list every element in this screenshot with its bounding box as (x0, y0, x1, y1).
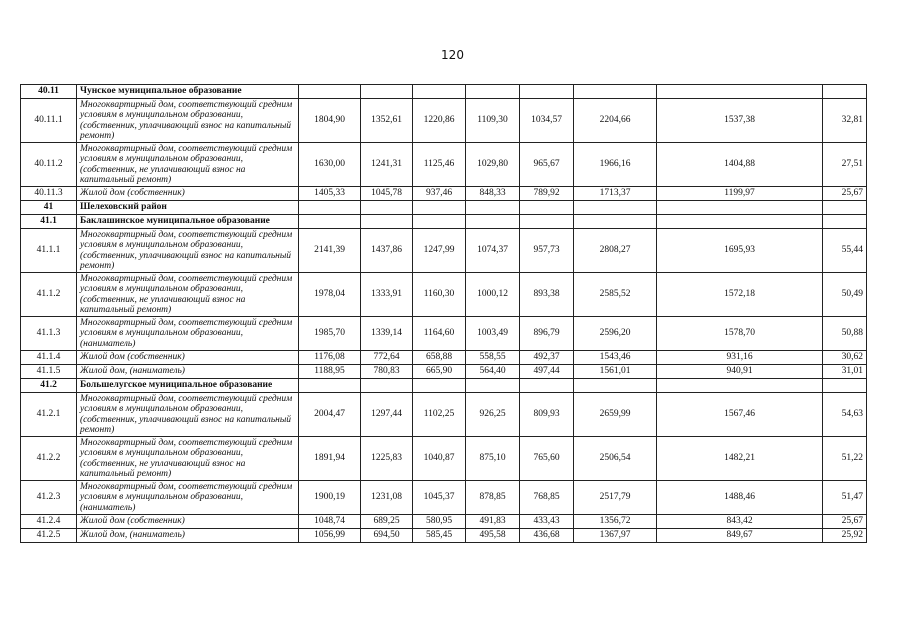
value-cell: 1045,78 (361, 187, 413, 201)
row-code: 40.11.1 (21, 99, 77, 143)
value-cell: 2659,99 (574, 393, 657, 437)
value-cell: 497,44 (520, 365, 574, 379)
empty-cell (823, 201, 867, 215)
value-cell: 896,79 (520, 317, 574, 351)
value-cell: 580,95 (413, 515, 466, 529)
value-cell: 50,49 (823, 273, 867, 317)
empty-cell (413, 85, 466, 99)
value-cell: 1074,37 (466, 229, 520, 273)
value-cell: 843,42 (657, 515, 823, 529)
row-description: Многоквартирный дом, соответствующий средним условиям в муниципальном образовании, (собственник, уплачивающий взнос на капитальный ремонт) (77, 229, 299, 273)
value-cell: 937,46 (413, 187, 466, 201)
value-cell: 1040,87 (413, 437, 466, 481)
value-cell: 564,40 (466, 365, 520, 379)
value-cell: 491,83 (466, 515, 520, 529)
value-cell: 1102,25 (413, 393, 466, 437)
value-cell: 1695,93 (657, 229, 823, 273)
value-cell: 1220,86 (413, 99, 466, 143)
value-cell: 1482,21 (657, 437, 823, 481)
table-row (21, 529, 867, 543)
value-cell: 2506,54 (574, 437, 657, 481)
value-cell: 1367,97 (574, 529, 657, 543)
value-cell: 436,68 (520, 529, 574, 543)
empty-cell (361, 215, 413, 229)
empty-cell (466, 201, 520, 215)
empty-cell (823, 379, 867, 393)
row-code: 41.1 (21, 215, 77, 229)
value-cell: 585,45 (413, 529, 466, 543)
value-cell: 1352,61 (361, 99, 413, 143)
value-cell: 809,93 (520, 393, 574, 437)
empty-cell (413, 201, 466, 215)
value-cell: 1561,01 (574, 365, 657, 379)
value-cell: 1225,83 (361, 437, 413, 481)
value-cell: 51,22 (823, 437, 867, 481)
empty-cell (657, 379, 823, 393)
row-code: 41.1.2 (21, 273, 77, 317)
empty-cell (657, 85, 823, 99)
value-cell: 689,25 (361, 515, 413, 529)
value-cell: 1537,38 (657, 99, 823, 143)
value-cell: 558,55 (466, 351, 520, 365)
value-cell: 1572,18 (657, 273, 823, 317)
value-cell: 1900,19 (299, 481, 361, 515)
empty-cell (574, 85, 657, 99)
empty-cell (299, 379, 361, 393)
empty-cell (361, 201, 413, 215)
row-code: 41.2.3 (21, 481, 77, 515)
value-cell: 1356,72 (574, 515, 657, 529)
empty-cell (657, 215, 823, 229)
value-cell: 25,67 (823, 187, 867, 201)
value-cell: 658,88 (413, 351, 466, 365)
value-cell: 1029,80 (466, 143, 520, 187)
value-cell: 1978,04 (299, 273, 361, 317)
table-row (21, 99, 867, 143)
value-cell: 893,38 (520, 273, 574, 317)
value-cell: 1231,08 (361, 481, 413, 515)
row-description: Жилой дом (собственник) (77, 187, 299, 201)
page-number: 120 (441, 48, 464, 62)
value-cell: 1125,46 (413, 143, 466, 187)
value-cell: 1437,86 (361, 229, 413, 273)
value-cell: 768,85 (520, 481, 574, 515)
value-cell: 957,73 (520, 229, 574, 273)
value-cell: 1297,44 (361, 393, 413, 437)
value-cell: 940,91 (657, 365, 823, 379)
value-cell: 694,50 (361, 529, 413, 543)
value-cell: 25,67 (823, 515, 867, 529)
section-name: Большелугское муниципальное образование (77, 379, 299, 393)
value-cell: 1339,14 (361, 317, 413, 351)
value-cell: 1630,00 (299, 143, 361, 187)
value-cell: 30,62 (823, 351, 867, 365)
value-cell: 1567,46 (657, 393, 823, 437)
value-cell: 1578,70 (657, 317, 823, 351)
value-cell: 1966,16 (574, 143, 657, 187)
value-cell: 1713,37 (574, 187, 657, 201)
table-row (21, 393, 867, 437)
value-cell: 848,33 (466, 187, 520, 201)
row-description: Многоквартирный дом, соответствующий средним условиям в муниципальном образовании, (собственник, не уплачивающий взнос на капитальный ремонт) (77, 273, 299, 317)
empty-cell (520, 201, 574, 215)
row-description: Жилой дом, (наниматель) (77, 529, 299, 543)
row-description: Многоквартирный дом, соответствующий средним условиям в муниципальном образовании, (собственник, не уплачивающий взнос на капитальный ремонт) (77, 437, 299, 481)
row-description: Многоквартирный дом, соответствующий средним условиям в муниципальном образовании, (собственник, уплачивающий взнос на капитальный ремонт) (77, 393, 299, 437)
empty-cell (520, 85, 574, 99)
value-cell: 789,92 (520, 187, 574, 201)
row-code: 41.2.2 (21, 437, 77, 481)
row-description: Многоквартирный дом, соответствующий средним условиям в муниципальном образовании, (наниматель) (77, 481, 299, 515)
value-cell: 1164,60 (413, 317, 466, 351)
value-cell: 665,90 (413, 365, 466, 379)
value-cell: 1188,95 (299, 365, 361, 379)
value-cell: 2004,47 (299, 393, 361, 437)
empty-cell (823, 85, 867, 99)
row-code: 41.2.1 (21, 393, 77, 437)
empty-cell (299, 85, 361, 99)
value-cell: 433,43 (520, 515, 574, 529)
value-cell: 1333,91 (361, 273, 413, 317)
value-cell: 54,63 (823, 393, 867, 437)
row-code: 41 (21, 201, 77, 215)
row-description: Жилой дом (собственник) (77, 351, 299, 365)
value-cell: 965,67 (520, 143, 574, 187)
table-row (21, 365, 867, 379)
value-cell: 926,25 (466, 393, 520, 437)
table-row (21, 437, 867, 481)
value-cell: 1109,30 (466, 99, 520, 143)
row-code: 40.11.2 (21, 143, 77, 187)
empty-cell (413, 379, 466, 393)
empty-cell (413, 215, 466, 229)
empty-cell (823, 215, 867, 229)
row-description: Жилой дом (собственник) (77, 515, 299, 529)
row-description: Многоквартирный дом, соответствующий средним условиям в муниципальном образовании, (собственник, не уплачивающий взнос на капитальный ремонт) (77, 143, 299, 187)
value-cell: 849,67 (657, 529, 823, 543)
row-code: 41.1.5 (21, 365, 77, 379)
empty-cell (466, 215, 520, 229)
value-cell: 875,10 (466, 437, 520, 481)
value-cell: 1160,30 (413, 273, 466, 317)
value-cell: 2808,27 (574, 229, 657, 273)
empty-cell (466, 85, 520, 99)
table-row (21, 481, 867, 515)
value-cell: 2585,52 (574, 273, 657, 317)
table-row (21, 143, 867, 187)
value-cell: 1176,08 (299, 351, 361, 365)
empty-cell (574, 201, 657, 215)
empty-cell (466, 379, 520, 393)
empty-cell (520, 379, 574, 393)
value-cell: 1543,46 (574, 351, 657, 365)
value-cell: 27,51 (823, 143, 867, 187)
row-code: 40.11 (21, 85, 77, 99)
value-cell: 495,58 (466, 529, 520, 543)
table-row (21, 187, 867, 201)
row-code: 41.1.4 (21, 351, 77, 365)
value-cell: 931,16 (657, 351, 823, 365)
table-row (21, 515, 867, 529)
value-cell: 1891,94 (299, 437, 361, 481)
row-code: 41.1.3 (21, 317, 77, 351)
value-cell: 50,88 (823, 317, 867, 351)
row-code: 40.11.3 (21, 187, 77, 201)
value-cell: 1247,99 (413, 229, 466, 273)
section-header-row (21, 201, 867, 215)
tariff-table (20, 84, 867, 543)
value-cell: 878,85 (466, 481, 520, 515)
value-cell: 1985,70 (299, 317, 361, 351)
empty-cell (657, 201, 823, 215)
value-cell: 2596,20 (574, 317, 657, 351)
section-header-row (21, 379, 867, 393)
value-cell: 765,60 (520, 437, 574, 481)
empty-cell (574, 379, 657, 393)
value-cell: 32,81 (823, 99, 867, 143)
value-cell: 25,92 (823, 529, 867, 543)
table-row (21, 317, 867, 351)
row-description: Многоквартирный дом, соответствующий средним условиям в муниципальном образовании, (наниматель) (77, 317, 299, 351)
section-name: Чунское муниципальное образование (77, 85, 299, 99)
value-cell: 1199,97 (657, 187, 823, 201)
section-header-row (21, 85, 867, 99)
row-code: 41.2.5 (21, 529, 77, 543)
empty-cell (299, 215, 361, 229)
empty-cell (361, 85, 413, 99)
row-code: 41.2.4 (21, 515, 77, 529)
value-cell: 1056,99 (299, 529, 361, 543)
section-name: Шелеховский район (77, 201, 299, 215)
empty-cell (299, 201, 361, 215)
table-row (21, 351, 867, 365)
empty-cell (574, 215, 657, 229)
value-cell: 1241,31 (361, 143, 413, 187)
value-cell: 1804,90 (299, 99, 361, 143)
table-row (21, 273, 867, 317)
empty-cell (361, 379, 413, 393)
value-cell: 55,44 (823, 229, 867, 273)
section-name: Баклашинское муниципальное образование (77, 215, 299, 229)
value-cell: 1034,57 (520, 99, 574, 143)
row-description: Многоквартирный дом, соответствующий средним условиям в муниципальном образовании, (собственник, уплачивающий взнос на капитальный ремонт) (77, 99, 299, 143)
row-code: 41.1.1 (21, 229, 77, 273)
value-cell: 1048,74 (299, 515, 361, 529)
value-cell: 1003,49 (466, 317, 520, 351)
value-cell: 492,37 (520, 351, 574, 365)
value-cell: 772,64 (361, 351, 413, 365)
table-body (21, 85, 867, 543)
row-description: Жилой дом, (наниматель) (77, 365, 299, 379)
value-cell: 780,83 (361, 365, 413, 379)
row-code: 41.2 (21, 379, 77, 393)
empty-cell (520, 215, 574, 229)
value-cell: 2517,79 (574, 481, 657, 515)
value-cell: 31,01 (823, 365, 867, 379)
value-cell: 1404,88 (657, 143, 823, 187)
value-cell: 51,47 (823, 481, 867, 515)
section-header-row (21, 215, 867, 229)
value-cell: 2204,66 (574, 99, 657, 143)
value-cell: 1488,46 (657, 481, 823, 515)
value-cell: 1000,12 (466, 273, 520, 317)
value-cell: 1045,37 (413, 481, 466, 515)
value-cell: 1405,33 (299, 187, 361, 201)
table-row (21, 229, 867, 273)
value-cell: 2141,39 (299, 229, 361, 273)
